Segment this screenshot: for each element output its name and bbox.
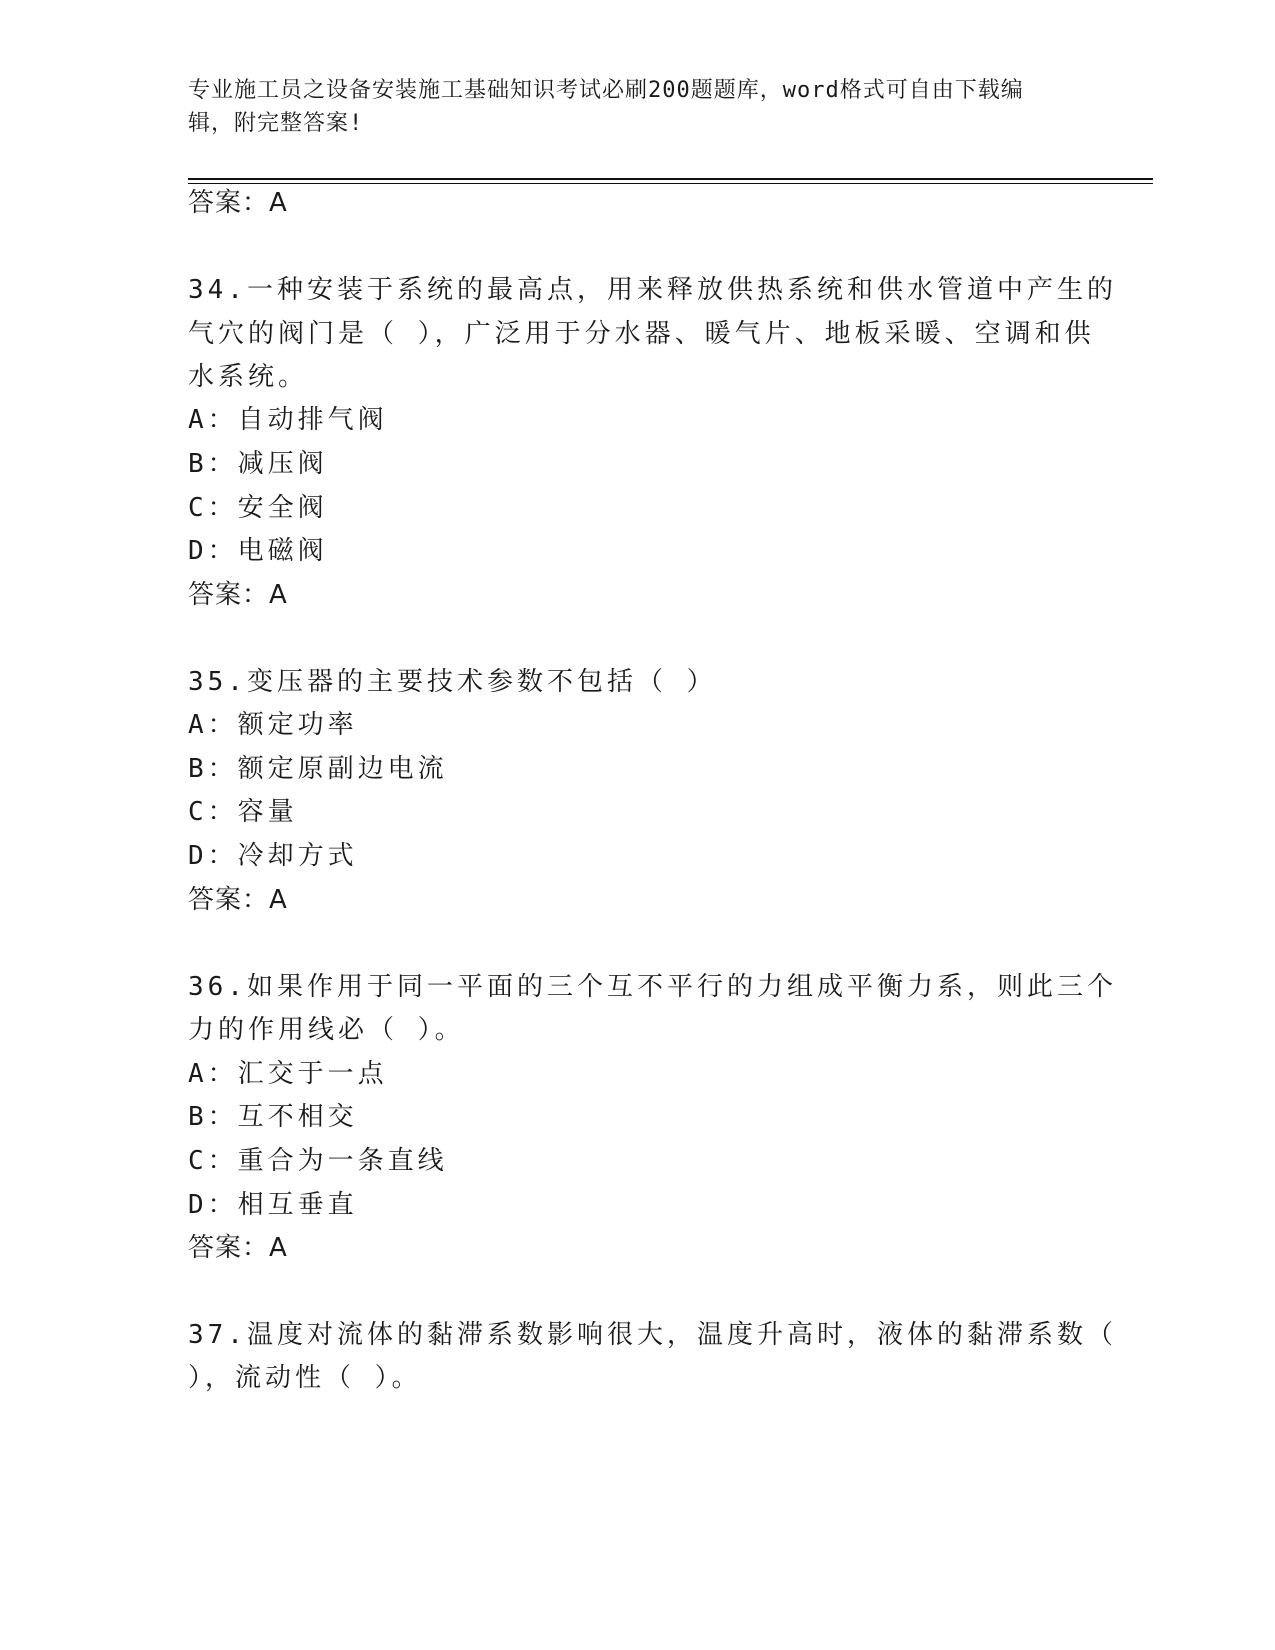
- question-37-stem-line-1: 37.温度对流体的黏滞系数影响很大，温度升高时，液体的黏滞系数（: [188, 1320, 1117, 1350]
- question-34-option-a: A：自动排气阀: [188, 405, 388, 435]
- question-34-option-d: D：电磁阀: [188, 536, 328, 566]
- document-header-title: 专业施工员之设备安装施工基础知识考试必刷200题题库，word格式可自由下载编辑，附完整答案!: [188, 78, 1024, 136]
- question-35-option-b: B：额定原副边电流: [188, 754, 448, 784]
- question-34-stem-line-1: 34.一种安装于系统的最高点，用来释放供热系统和供水管道中产生的: [188, 275, 1117, 305]
- question-36-option-d: D：相互垂直: [188, 1190, 358, 1220]
- header-divider-thick: [188, 178, 1153, 180]
- question-34-answer: 答案：A: [188, 580, 288, 610]
- question-35-stem-line-1: 35.变压器的主要技术参数不包括（ ）: [188, 667, 717, 697]
- question-36-answer: 答案：A: [188, 1233, 288, 1263]
- question-36-option-b: B：互不相交: [188, 1102, 358, 1132]
- question-36-stem-line-2: 力的作用线必（ ）。: [188, 1015, 465, 1045]
- question-37-stem-line-2: ），流动性（ ）。: [188, 1363, 422, 1393]
- answer-previous: 答案：A: [188, 188, 288, 218]
- question-34-stem-line-2: 气穴的阀门是（ ），广泛用于分水器、暖气片、地板采暖、空调和供: [188, 319, 1095, 349]
- question-35-option-d: D：冷却方式: [188, 841, 358, 871]
- question-35-option-c: C：容量: [188, 797, 298, 827]
- question-34-stem-line-3: 水系统。: [188, 362, 309, 392]
- question-36-stem-line-1: 36.如果作用于同一平面的三个互不平行的力组成平衡力系，则此三个: [188, 972, 1117, 1002]
- question-36-option-a: A：汇交于一点: [188, 1059, 388, 1089]
- question-35-option-a: A：额定功率: [188, 710, 358, 740]
- question-34-option-c: C：安全阀: [188, 493, 328, 523]
- question-34-option-b: B：减压阀: [188, 449, 328, 479]
- question-36-option-c: C：重合为一条直线: [188, 1146, 448, 1176]
- question-35-answer: 答案：A: [188, 885, 288, 915]
- header-divider-thin: [188, 183, 1153, 184]
